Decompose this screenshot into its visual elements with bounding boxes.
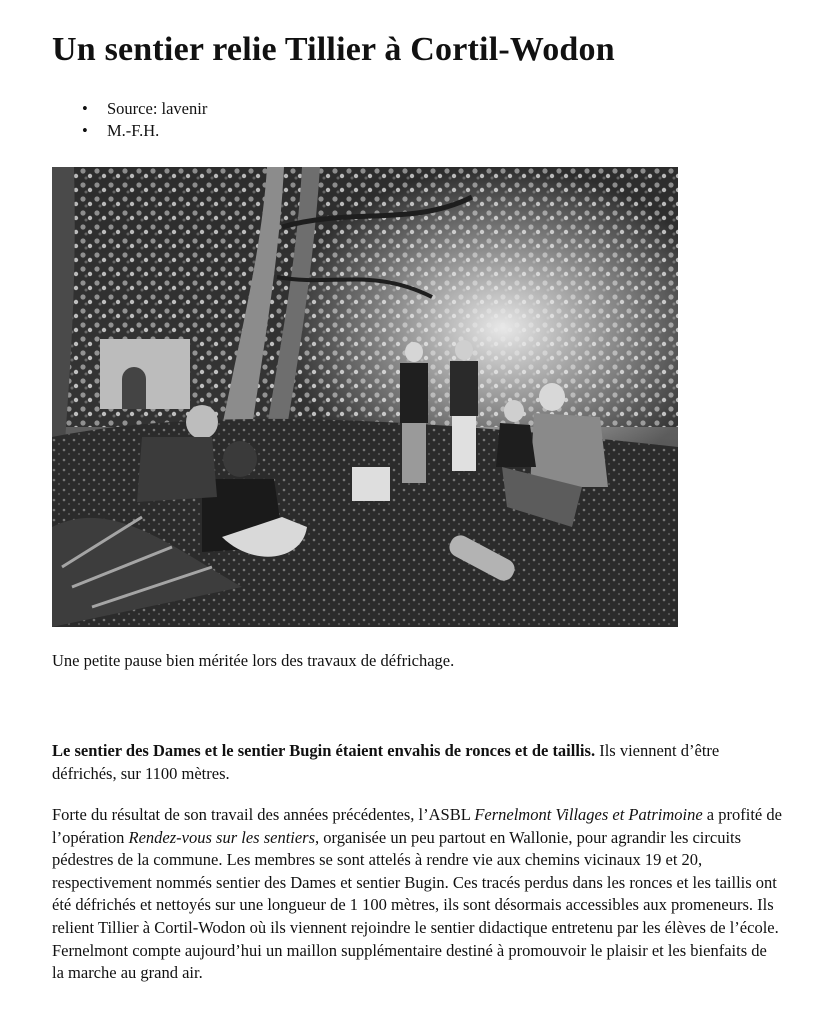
article-photo <box>52 167 678 627</box>
meta-source <box>52 98 207 120</box>
photo-caption: Une petite pause bien méritée lors des travaux de défrichage. <box>52 651 455 670</box>
body-event-name: Rendez-vous sur les sentiers <box>128 827 316 847</box>
body-org-name: Fernelmont Villages et Patrimoine <box>474 805 703 824</box>
body-part-3: , organisée un peu partout en Wallonie, pour agrandir les circuits pédestres de la commune. Les membres se sont attelés à rendre vie aux chemins vicinaux 19 et 20, respectivement nommés sentier des Dames et sentier Bugin. Ces tracés perdus dans les ronces et les taillis ont été défrichés et nettoyés sur une longueur de 1 100 mètres, ils sont désormais accessibles aux promeneurs. Ils relient Tillier à Cortil-Wodon où ils viennent rejoindre le sentier didactique entretenu par les élèves de l’école. Fernelmont compte aujourd’hui un maillon supplémentaire destiné à promouvoir le plaisir et les bienfaits de la marche au grand air. <box>52 827 779 983</box>
bullet-icon: • <box>82 121 88 140</box>
body-part-1: Forte du résultat de son travail des années précédentes, l’ASBL <box>52 805 475 824</box>
meta-author-text: M.-F.H. <box>107 121 160 140</box>
meta-source-text: Source: lavenir <box>107 99 208 118</box>
article-lead <box>52 739 752 785</box>
photo-image <box>52 167 678 627</box>
lead-rest-text: Ils viennent d’être défrichés, sur 1100 mètres. <box>52 741 720 783</box>
article-title: Un sentier relie Tillier à Cortil-Wodon <box>52 31 615 68</box>
article-meta-list <box>52 98 207 142</box>
lead-bold-text: Le sentier des Dames et le sentier Bugin étaient envahis de ronces et de taillis. <box>52 741 596 760</box>
meta-author <box>52 120 207 142</box>
article-body <box>52 804 782 985</box>
body-part-2: a profité de l’opération <box>52 805 782 847</box>
bullet-icon: • <box>82 99 88 118</box>
